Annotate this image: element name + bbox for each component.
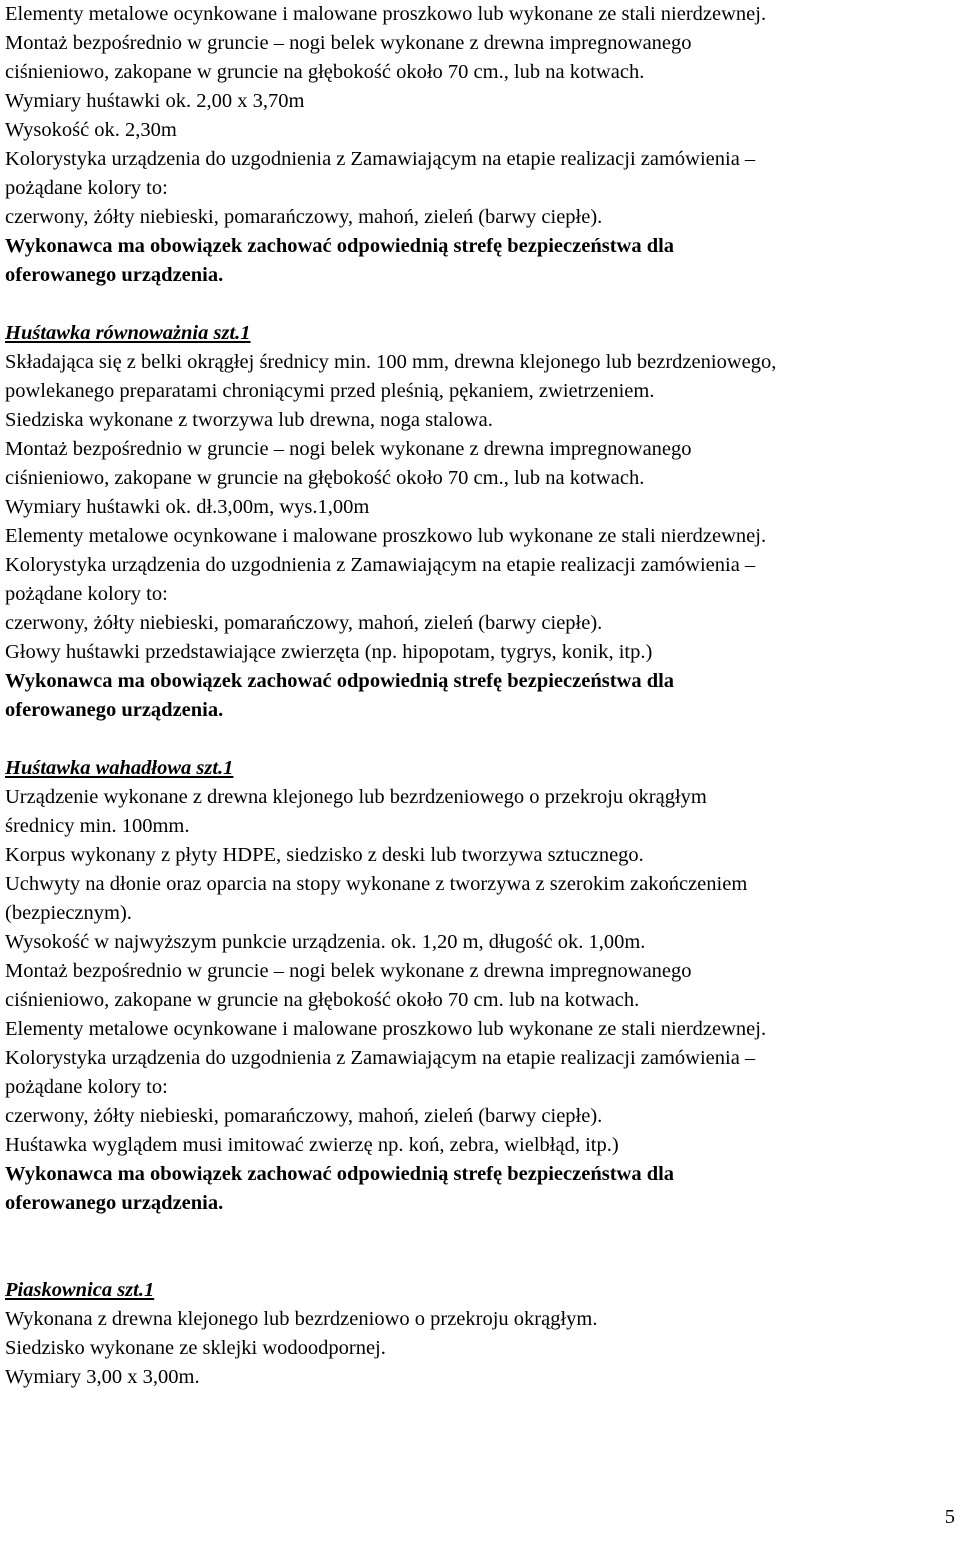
safety-note: oferowanego urządzenia. xyxy=(5,264,224,286)
text-line: Urządzenie wykonane z drewna klejonego lub bezrdzeniowego o przekroju okrągłym xyxy=(5,786,707,808)
text-line: Siedziska wykonane z tworzywa lub drewna, noga stalowa. xyxy=(5,409,493,431)
text-line: Montaż bezpośrednio w gruncie – nogi belek wykonane z drewna impregnowanego xyxy=(5,960,692,982)
safety-note: Wykonawca ma obowiązek zachować odpowiednią strefę bezpieczeństwa dla xyxy=(5,670,675,692)
text-line: Głowy huśtawki przedstawiające zwierzęta (np. hipopotam, tygrys, konik, itp.) xyxy=(5,641,653,663)
text-line: czerwony, żółty niebieski, pomarańczowy, mahoń, zieleń (barwy ciepłe). xyxy=(5,612,603,634)
spacer xyxy=(5,1218,953,1247)
text-line: Wykonana z drewna klejonego lub bezrdzeniowo o przekroju okrągłym. xyxy=(5,1308,598,1330)
spacer xyxy=(5,725,953,754)
text-line: Wysokość ok. 2,30m xyxy=(5,119,177,141)
safety-note: Wykonawca ma obowiązek zachować odpowiednią strefę bezpieczeństwa dla xyxy=(5,235,675,257)
text-line: Korpus wykonany z płyty HDPE, siedzisko z deski lub tworzywa sztucznego. xyxy=(5,844,644,866)
text-line: Wymiary huśtawki ok. 2,00 x 3,70m xyxy=(5,90,305,112)
document-page xyxy=(5,0,953,1392)
text-line: Montaż bezpośrednio w gruncie – nogi belek wykonane z drewna impregnowanego xyxy=(5,32,692,54)
text-line: Wymiary 3,00 x 3,00m. xyxy=(5,1366,200,1388)
safety-note: oferowanego urządzenia. xyxy=(5,1192,224,1214)
text-line: pożądane kolory to: xyxy=(5,1076,168,1098)
text-line: (bezpiecznym). xyxy=(5,902,132,924)
text-line: Elementy metalowe ocynkowane i malowane proszkowo lub wykonane ze stali nierdzewnej. xyxy=(5,3,767,25)
section-hustawka-wahadlowa xyxy=(5,754,953,1218)
text-line: Elementy metalowe ocynkowane i malowane proszkowo lub wykonane ze stali nierdzewnej. xyxy=(5,1018,767,1040)
section-heading: Piaskownica szt.1 xyxy=(5,1279,155,1301)
text-line: czerwony, żółty niebieski, pomarańczowy, mahoń, zieleń (barwy ciepłe). xyxy=(5,1105,603,1127)
text-line: pożądane kolory to: xyxy=(5,177,168,199)
text-line: Uchwyty na dłonie oraz oparcia na stopy wykonane z tworzywa z szerokim zakończeniem xyxy=(5,873,748,895)
safety-note: oferowanego urządzenia. xyxy=(5,699,224,721)
intro-section xyxy=(5,0,953,290)
page-number: 5 xyxy=(944,1506,955,1528)
text-line: ciśnieniowo, zakopane w gruncie na głębokość około 70 cm. lub na kotwach. xyxy=(5,989,640,1011)
text-line: średnicy min. 100mm. xyxy=(5,815,190,837)
text-line: pożądane kolory to: xyxy=(5,583,168,605)
text-line: Wysokość w najwyższym punkcie urządzenia. ok. 1,20 m, długość ok. 1,00m. xyxy=(5,931,646,953)
text-line: Kolorystyka urządzenia do uzgodnienia z Zamawiającym na etapie realizacji zamówienia – xyxy=(5,1047,756,1069)
text-line: Kolorystyka urządzenia do uzgodnienia z Zamawiającym na etapie realizacji zamówienia – xyxy=(5,148,756,170)
text-line: Składająca się z belki okrągłej średnicy min. 100 mm, drewna klejonego lub bezrdzeniowego, xyxy=(5,351,777,373)
safety-note: Wykonawca ma obowiązek zachować odpowiednią strefę bezpieczeństwa dla xyxy=(5,1163,675,1185)
spacer xyxy=(5,1247,953,1276)
text-line: Siedzisko wykonane ze sklejki wodoodpornej. xyxy=(5,1337,386,1359)
spacer xyxy=(5,290,953,319)
text-line: Montaż bezpośrednio w gruncie – nogi belek wykonane z drewna impregnowanego xyxy=(5,438,692,460)
text-line: powlekanego preparatami chroniącymi przed pleśnią, pękaniem, zwietrzeniem. xyxy=(5,380,655,402)
section-heading: Huśtawka wahadłowa szt.1 xyxy=(5,757,234,779)
text-line: Elementy metalowe ocynkowane i malowane proszkowo lub wykonane ze stali nierdzewnej. xyxy=(5,525,767,547)
text-line: Kolorystyka urządzenia do uzgodnienia z Zamawiającym na etapie realizacji zamówienia – xyxy=(5,554,756,576)
text-line: Wymiary huśtawki ok. dł.3,00m, wys.1,00m xyxy=(5,496,370,518)
text-line: Huśtawka wyglądem musi imitować zwierzę np. koń, zebra, wielbłąd, itp.) xyxy=(5,1134,619,1156)
text-line: czerwony, żółty niebieski, pomarańczowy, mahoń, zieleń (barwy ciepłe). xyxy=(5,206,603,228)
text-line: ciśnieniowo, zakopane w gruncie na głębokość około 70 cm., lub na kotwach. xyxy=(5,467,645,489)
section-heading: Huśtawka równoważnia szt.1 xyxy=(5,322,251,344)
section-piaskownica xyxy=(5,1276,953,1392)
section-hustawka-rownowaznia xyxy=(5,319,953,725)
text-line: ciśnieniowo, zakopane w gruncie na głębokość około 70 cm., lub na kotwach. xyxy=(5,61,645,83)
